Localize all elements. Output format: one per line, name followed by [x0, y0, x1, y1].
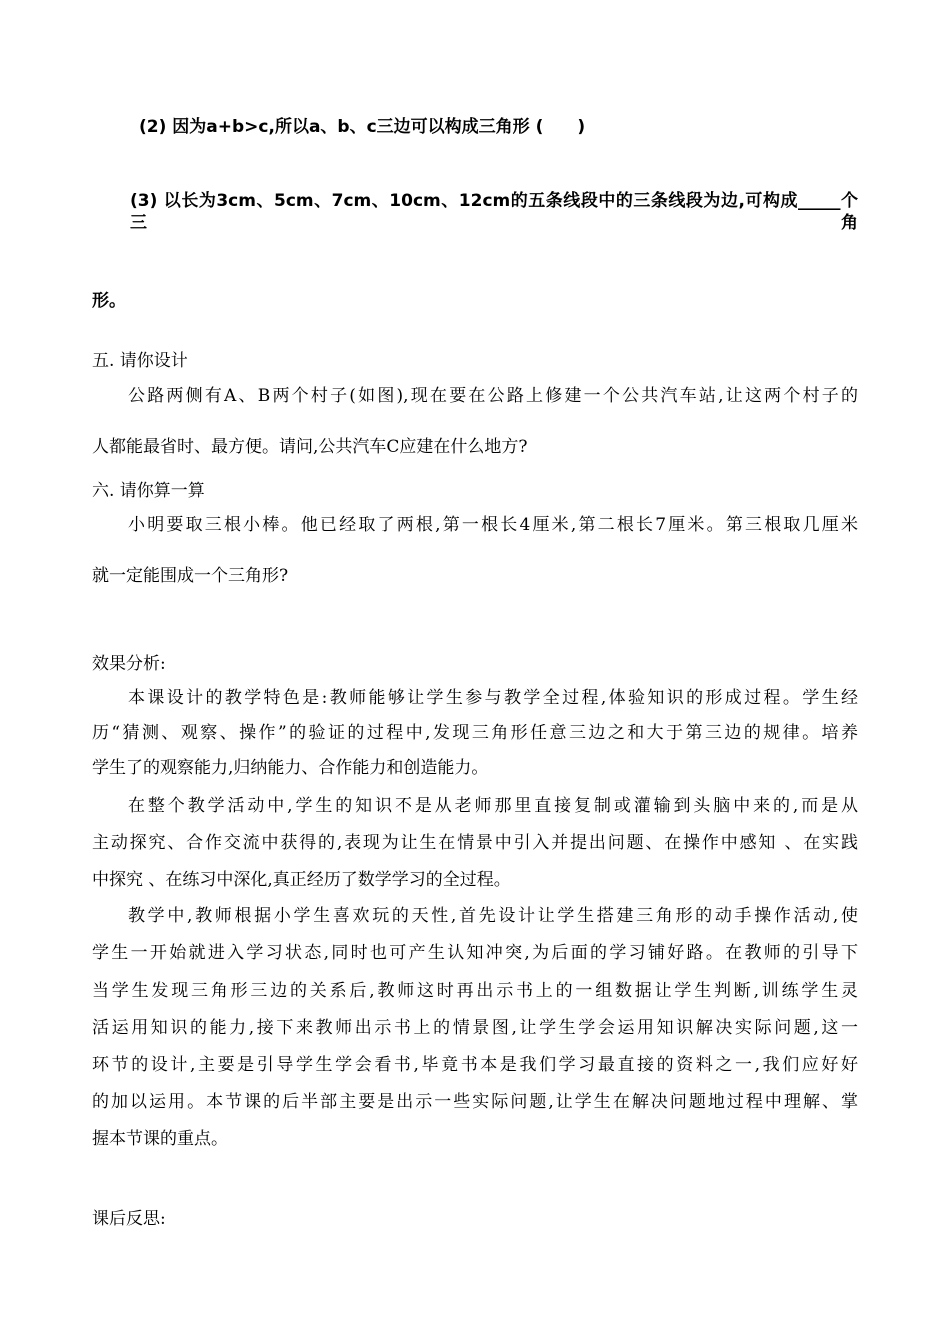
analysis-p2-line3: 中探究 、在练习中深化,真正经历了数学学习的全过程。 [92, 870, 511, 890]
exercise-item-3-line1: (3) 以长为3cm、5cm、7cm、10cm、12cm的五条线段中的三条线段为边,可构成_____个三角 [130, 191, 858, 233]
analysis-p3-line7: 握本节课的重点。 [92, 1129, 228, 1149]
section-5-text-line1: 公路两侧有A、B两个村子(如图),现在要在公路上修建一个公共汽车站,让这两个村子的 [128, 386, 858, 406]
section-6-text-line1: 小明要取三根小棒。他已经取了两根,第一根长4厘米,第二根长7厘米。第三根取几厘米 [128, 515, 858, 535]
analysis-p3-line1: 教学中,教师根据小学生喜欢玩的天性,首先设计让学生搭建三角形的动手操作活动,使 [128, 906, 858, 926]
analysis-heading: 效果分析: [92, 654, 166, 674]
analysis-p3-line6: 的加以运用。本节课的后半部主要是出示一些实际问题,让学生在解决问题地过程中理解、掌 [92, 1092, 858, 1112]
analysis-p2-line1: 在整个教学活动中,学生的知识不是从老师那里直接复制或灌输到头脑中来的,而是从 [128, 796, 858, 816]
analysis-p1-line2: 历“猜测、观察、操作”的验证的过程中,发现三角形任意三边之和大于第三边的规律。培养 [92, 723, 858, 743]
section-5-heading: 五. 请你设计 [92, 351, 188, 371]
exercise-item-3-line2: 形。 [92, 291, 126, 311]
analysis-p3-line5: 环节的设计,主要是引导学生学会看书,毕竟书本是我们学习最直接的资料之一,我们应好好 [92, 1055, 858, 1075]
analysis-p3-line2: 学生一开始就进入学习状态,同时也可产生认知冲突,为后面的学习铺好路。在教师的引导下 [92, 943, 858, 963]
analysis-p2-line2: 主动探究、合作交流中获得的,表现为让生在情景中引入并提出问题、在操作中感知 、在实践 [92, 833, 858, 853]
analysis-p3-line4: 活运用知识的能力,接下来教师出示书上的情景图,让学生学会运用知识解决实际问题,这一 [92, 1018, 858, 1038]
exercise-item-2: (2) 因为a+b>c,所以a、b、c三边可以构成三角形 ( ) [139, 117, 586, 137]
section-6-text-line2: 就一定能围成一个三角形? [92, 566, 289, 586]
reflection-heading: 课后反思: [92, 1209, 166, 1229]
analysis-p1-line1: 本课设计的教学特色是:教师能够让学生参与教学全过程,体验知识的形成过程。学生经 [128, 688, 858, 708]
section-5-text-line2: 人都能最省时、最方便。请问,公共汽车C应建在什么地方? [92, 437, 528, 457]
analysis-p3-line3: 当学生发现三角形三边的关系后,教师这时再出示书上的一组数据让学生判断,训练学生灵 [92, 981, 858, 1001]
analysis-p1-line3: 学生了的观察能力,归纳能力、合作能力和创造能力。 [92, 758, 489, 778]
section-6-heading: 六. 请你算一算 [92, 481, 205, 501]
